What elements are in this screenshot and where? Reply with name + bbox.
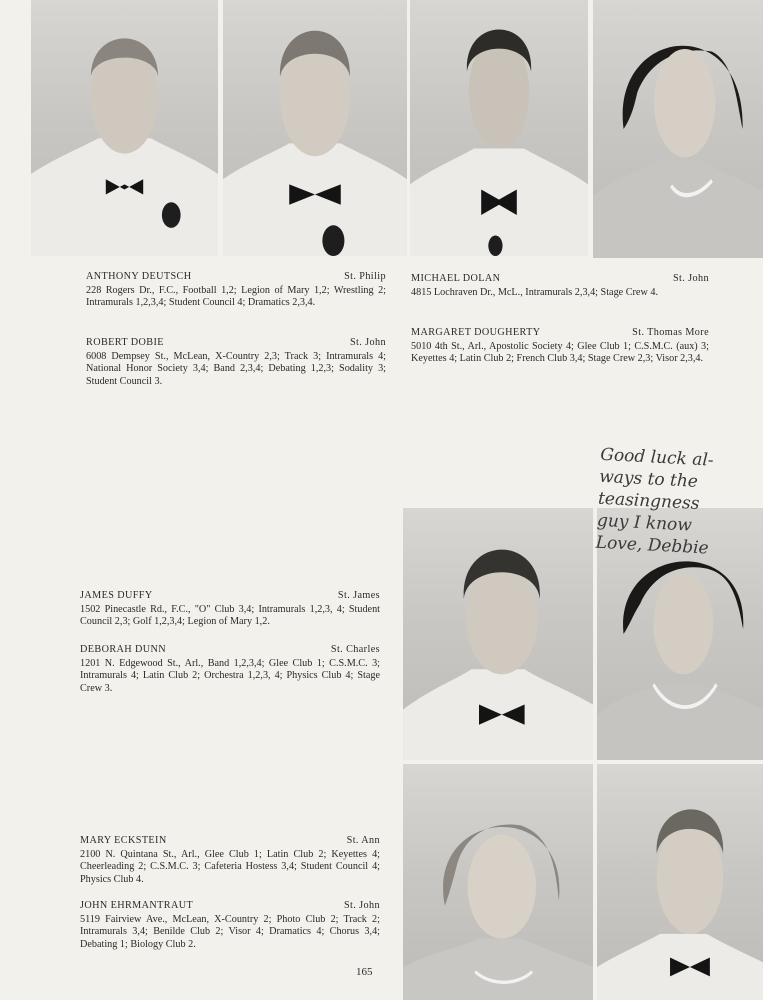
student-details: 4815 Lochraven Dr., McL., Intramurals 2,3,4; Stage Crew 4.	[411, 286, 658, 298]
student-entry	[80, 644, 380, 695]
photo-robert-dobie	[223, 0, 407, 256]
student-name: JOHN EHRMANTRAUT	[80, 900, 194, 911]
photo-james-duffy	[403, 508, 593, 760]
photo-mary-eckstein	[403, 764, 593, 1000]
photo-john-ehrmantraut	[597, 764, 763, 1000]
student-parish: St. John	[672, 273, 709, 284]
handwritten-inscription: Good luck al- ways to the teasingness guy I know Love, Debbie	[595, 444, 715, 559]
student-parish: St. John	[349, 337, 386, 348]
student-details: 5119 Fairview Ave., McLean, X-Country 2; Photo Club 2; Track 2; Intramurals 3,4; Benilde Club 2; Visor 4; Dramatics 4; Chorus 3,4; Debating 1; Biology Club 2.	[80, 913, 380, 950]
student-name: ANTHONY DEUTSCH	[86, 271, 192, 282]
student-parish: St. John	[343, 900, 380, 911]
student-entry	[80, 900, 380, 951]
student-entry	[411, 273, 709, 299]
student-details: 6008 Dempsey St., McLean, X-Country 2,3; Track 3; Intramurals 4; National Honor Society 3,4; Band 2,3,4; Debating 1,2,3; Sodality 3; Student Council 3.	[86, 350, 386, 387]
student-details: 5010 4th St., Arl., Apostolic Society 4; Glee Club 1; C.S.M.C. (aux) 3; Keyettes 4; Latin Club 2; French Club 3,4; Stage Crew 2,3; Visor 2,3,4.	[411, 340, 709, 365]
student-entry	[80, 590, 380, 629]
student-details: 1201 N. Edgewood St., Arl., Band 1,2,3,4; Glee Club 1; C.S.M.C. 3; Intramurals 4; Latin Club 2; Orchestra 1,2,3, 4; Physics Club 4; Stage Crew 3.	[80, 657, 380, 694]
student-name: ROBERT DOBIE	[86, 337, 164, 348]
photo-margaret-dougherty	[593, 0, 763, 258]
student-name: MARY ECKSTEIN	[80, 835, 167, 846]
student-entry	[411, 327, 709, 366]
photo-michael-dolan	[410, 0, 588, 256]
student-parish: St. James	[337, 590, 380, 601]
student-name: MICHAEL DOLAN	[411, 273, 501, 284]
student-parish: St. Ann	[346, 835, 380, 846]
student-details: 1502 Pinecastle Rd., F.C., "O" Club 3,4; Intramurals 1,2,3, 4; Student Council 2,3; Golf 1,2,3,4; Legion of Mary 1,2.	[80, 603, 380, 628]
student-details: 228 Rogers Dr., F.C., Football 1,2; Legion of Mary 1,2; Wrestling 2; Intramurals 1,2,3,4; Student Council 4; Dramatics 2,3,4.	[86, 284, 386, 309]
photo-anthony-deutsch	[31, 0, 218, 256]
student-name: JAMES DUFFY	[80, 590, 153, 601]
student-parish: St. Charles	[330, 644, 380, 655]
student-details: 2100 N. Quintana St., Arl., Glee Club 1; Latin Club 2; Keyettes 4; Cheerleading 2; C.S.M.C. 3; Cafeteria Hostess 3,4; Student Council 4; Physics Club 4.	[80, 848, 380, 885]
page-number: 165	[356, 966, 373, 978]
student-entry	[80, 835, 380, 886]
student-entry	[86, 271, 386, 310]
student-entry	[86, 337, 386, 388]
student-parish: St. Thomas More	[632, 327, 709, 338]
student-name: DEBORAH DUNN	[80, 644, 167, 655]
student-name: MARGARET DOUGHERTY	[411, 327, 541, 338]
student-parish: St. Philip	[344, 271, 386, 282]
